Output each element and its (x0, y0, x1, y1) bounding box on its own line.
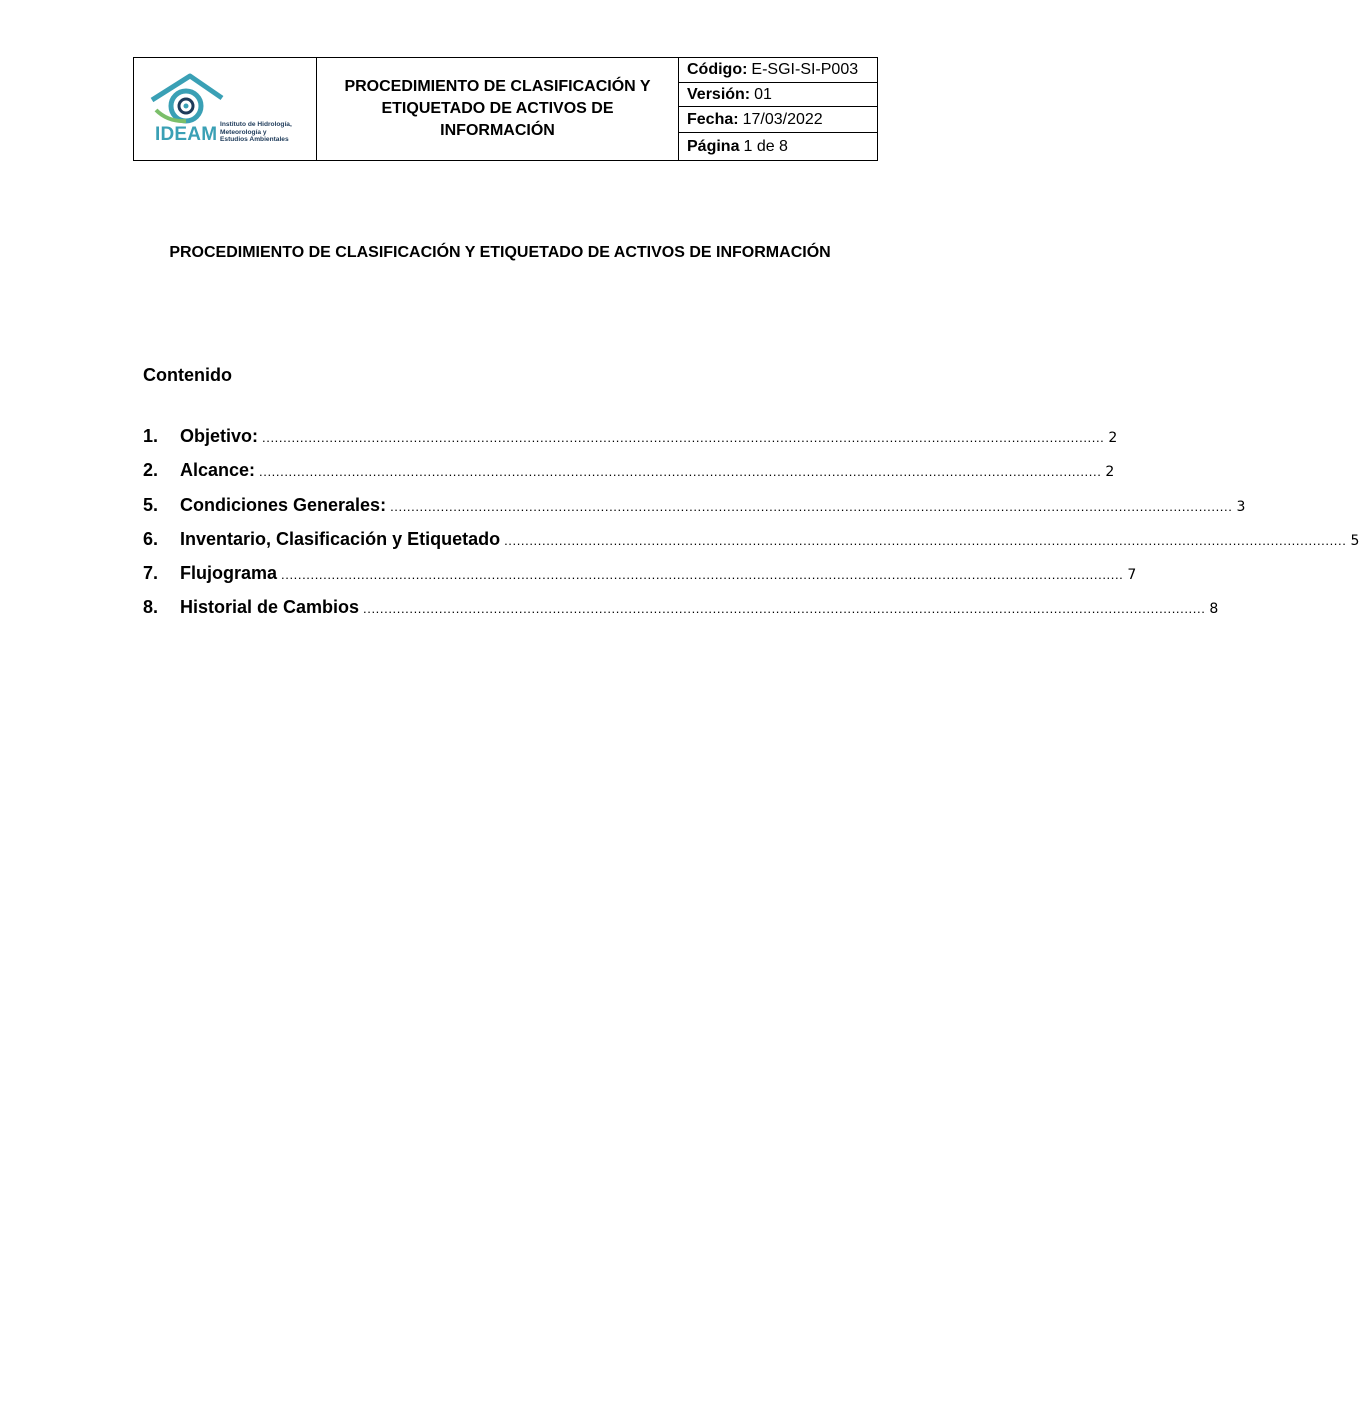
fecha-label: Fecha: (687, 110, 739, 128)
toc-page-number: 5 (1350, 532, 1359, 549)
document-title: PROCEDIMIENTO DE CLASIFICACIÓN Y ETIQUETADO DE ACTIVOS DE INFORMACIÓN (169, 244, 831, 261)
logo-cell (134, 58, 317, 160)
toc-entry-historial[interactable] (143, 597, 1219, 631)
toc-page-number: 8 (1209, 601, 1219, 618)
toc-page-number: 3 (1236, 498, 1246, 515)
fecha-value: 17/03/2022 (742, 110, 823, 128)
toc-leader: ........................................................................................................................................................................................................ (504, 532, 1347, 548)
table-of-contents (143, 426, 1359, 632)
toc-number: 1. (143, 426, 159, 446)
toc-page-number: 7 (1127, 567, 1137, 584)
toc-leader: ........................................................................................................................................................................................................ (262, 430, 1105, 445)
version-value: 01 (754, 85, 772, 103)
toc-number: 8. (143, 597, 159, 618)
header-title: PROCEDIMIENTO DE CLASIFICACIÓN Y ETIQUETADO DE ACTIVOS DE INFORMACIÓN (317, 58, 679, 160)
ideam-logo-icon (146, 70, 226, 126)
pagina-value: 1 de 8 (743, 137, 788, 155)
toc-entry-inventario[interactable] (143, 528, 1359, 563)
toc-number: 6. (143, 528, 159, 549)
toc-page-number: 2 (1105, 464, 1115, 481)
toc-label: Flujograma (180, 563, 278, 584)
toc-number: 5. (143, 494, 159, 515)
toc-entry-objetivo[interactable] (143, 426, 1118, 460)
pagina-label: Página (687, 137, 740, 155)
toc-page-number: 2 (1108, 430, 1118, 446)
codigo-value: E-SGI-SI-P003 (751, 61, 859, 78)
logo-wordmark: IDEAM (155, 124, 218, 145)
toc-leader: ........................................................................................................................................................................................................ (363, 601, 1206, 617)
toc-leader: ........................................................................................................................................................................................................ (259, 464, 1102, 480)
toc-label: Objetivo: (180, 426, 259, 446)
toc-leader: ........................................................................................................................................................................................................ (390, 498, 1233, 514)
meta-fecha (679, 107, 877, 133)
toc-heading: Contenido (143, 365, 232, 385)
toc-label: Inventario, Clasificación y Etiquetado (180, 528, 501, 549)
toc-number: 2. (143, 460, 159, 481)
toc-number: 7. (143, 563, 159, 584)
toc-label: Alcance: (180, 460, 256, 481)
toc-leader: ........................................................................................................................................................................................................ (281, 567, 1124, 583)
meta-codigo (679, 58, 877, 83)
version-label: Versión: (687, 85, 751, 103)
logo-subtitle: Instituto de Hidrología, Meteorología y Estudios Ambientales (220, 121, 292, 143)
toc-label: Historial de Cambios (180, 597, 360, 618)
codigo-label: Código: (687, 61, 748, 78)
header-meta (679, 58, 877, 160)
toc-label: Condiciones Generales: (180, 494, 387, 515)
meta-version (679, 83, 877, 107)
toc-entry-flujograma[interactable] (143, 563, 1137, 597)
toc-entry-condiciones-generales[interactable] (143, 494, 1246, 529)
document-header-table (133, 57, 878, 161)
toc-entry-alcance[interactable] (143, 460, 1115, 494)
meta-pagina (679, 133, 877, 160)
